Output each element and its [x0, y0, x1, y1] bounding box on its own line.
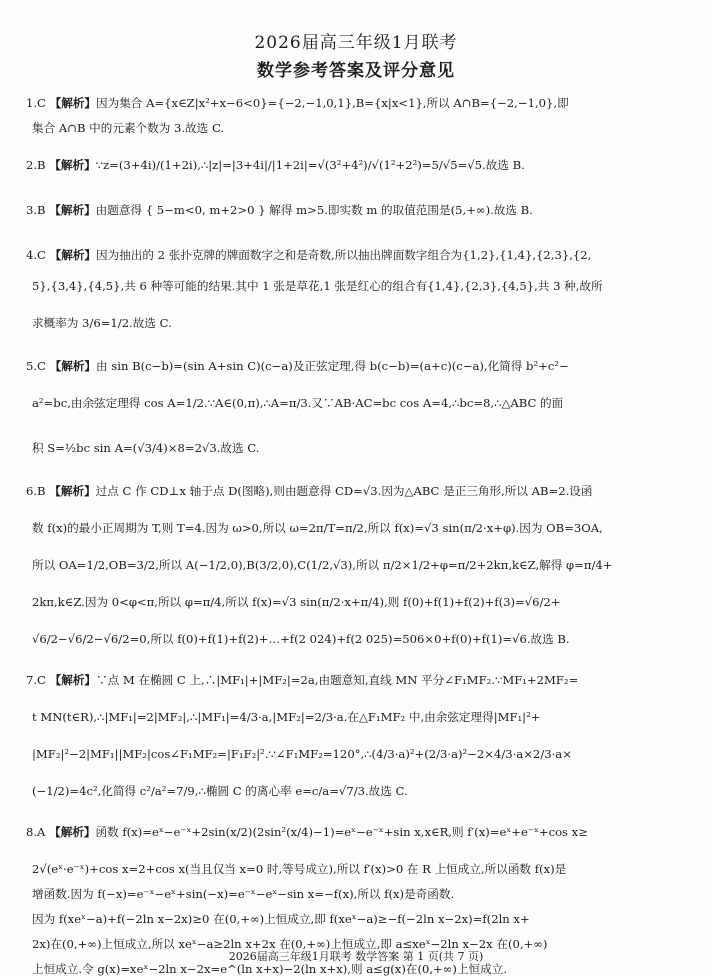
answer-7-tag: 【解析】: [49, 673, 97, 687]
answer-6-line-4: 2kπ,k∈Z.因为 0<φ<π,所以 φ=π/4,所以 f(x)=√3 sin(π/2·x+π/4),则 f(0)+f(1)+f(2)+f(3)=√6/2+: [32, 595, 561, 609]
document-subtitle: 数学参考答案及评分意见: [257, 61, 455, 81]
answer-1-tag: 【解析】: [49, 96, 97, 110]
answer-3-text: 由题意得 { 5−m<0, m+2>0 } 解得 m>5.即实数 m 的取值范围是(5,+∞).故选 B.: [95, 203, 533, 217]
answer-8-tag: 【解析】: [49, 825, 96, 839]
answer-1-line-2: 集合 A∩B 中的元素个数为 3.故选 C.: [32, 121, 225, 135]
answer-6-tag: 【解析】: [49, 484, 96, 498]
answer-4-tag: 【解析】: [49, 248, 97, 262]
answer-4-line-1: [26, 248, 686, 263]
answer-6-line-1: [26, 484, 686, 499]
answer-2-tag: 【解析】: [49, 158, 96, 172]
answer-7-line-3: |MF₂|²−2|MF₁||MF₂|cos∠F₁MF₂=|F₁F₂|².∵∠F₁MF₂=120°,∴(4/3·a)²+(2/3·a)²−2×4/3·a×2/3·a×: [32, 747, 572, 761]
answer-7-label: 7.C: [26, 673, 46, 687]
answer-8-line-2: 2√(eˣ·e⁻ˣ)+cos x=2+cos x(当且仅当 x=0 时,等号成立),所以 f′(x)>0 在 R 上恒成立,所以函数 f(x)是: [32, 862, 567, 876]
page-footer: 2026届高三年级1月联考 数学答案 第 1 页(共 7 页): [228, 950, 484, 963]
exam-title: 2026届高三年级1月联考: [254, 33, 458, 53]
answer-5-line-1: [26, 359, 686, 374]
answer-2-text: ∵z=(3+4i)/(1+2i),∴|z|=|3+4i|/|1+2i|=√(3²+4²)/√(1²+2²)=5/√5=√5.故选 B.: [95, 158, 525, 172]
answer-3-tag: 【解析】: [49, 203, 96, 217]
answer-4-line-2: 5},{3,4},{4,5},共 6 种等可能的结果.其中 1 张是草花,1 张是红心的组合有{1,4},{2,3},{4,5},共 3 种,故所: [32, 279, 603, 293]
answer-6-line-3: 所以 OA=1/2,OB=3/2,所以 A(−1/2,0),B(3/2,0),C(1/2,√3),所以 π/2×1/2+φ=π/2+2kπ,k∈Z,解得 φ=π/4+: [32, 558, 613, 572]
answer-2-line-1: [26, 158, 686, 173]
answer-6-label: 6.B: [26, 484, 46, 498]
answer-8-label: 8.A: [26, 825, 46, 839]
answer-3-label: 3.B: [26, 203, 46, 217]
answer-5-line-3: 积 S=½bc sin A=(√3/4)×8=2√3.故选 C.: [32, 441, 260, 455]
answer-8-text: 函数 f(x)=eˣ−e⁻ˣ+2sin(x/2)(2sin²(x/4)−1)=eˣ−e⁻ˣ+sin x,x∈R,则 f′(x)=eˣ+e⁻ˣ+cos x≥: [95, 825, 588, 839]
answer-1-line-1: [26, 96, 686, 111]
answer-5-line-2: a²=bc,由余弦定理得 cos A=1/2.∵A∈(0,π),∴A=π/3.又∵AB·AC=bc cos A=4,∴bc=8,∴△ABC 的面: [32, 396, 564, 410]
answer-4-line-3: 求概率为 3/6=1/2.故选 C.: [32, 316, 172, 330]
answer-7-line-4: (−1/2)=4c²,化简得 c²/a²=7/9,∴椭圆 C 的离心率 e=c/a=√7/3.故选 C.: [32, 784, 408, 798]
answer-7-line-2: t MN(t∈R),∴|MF₁|=2|MF₂|,∴|MF₁|=4/3·a,|MF₂|=2/3·a.在△F₁MF₂ 中,由余弦定理得|MF₁|²+: [32, 710, 541, 724]
answer-6-text: 过点 C 作 CD⊥x 轴于点 D(图略),则由题意得 CD=√3.因为△ABC 是正三角形,所以 AB=2.设函: [95, 484, 593, 498]
answer-8-line-1: [26, 825, 686, 840]
answer-1-label: 1.C: [26, 96, 46, 110]
answer-8-line-3: 增函数.因为 f(−x)=e⁻ˣ−eˣ+sin(−x)=e⁻ˣ−eˣ−sin x=−f(x),所以 f(x)是奇函数.: [32, 887, 455, 901]
answer-5-label: 5.C: [26, 359, 46, 373]
answer-8-line-6: 上恒成立.令 g(x)=xeˣ−2ln x−2x=e^(ln x+x)−2(ln x+x),则 a≤g(x)在(0,+∞)上恒成立.: [32, 962, 507, 976]
answer-5-tag: 【解析】: [49, 359, 97, 373]
answer-2-label: 2.B: [26, 158, 46, 172]
answer-6-line-2: 数 f(x)的最小正周期为 T,则 T=4.因为 ω>0,所以 ω=2π/T=π/2,所以 f(x)=√3 sin(π/2·x+φ).因为 OB=3OA,: [32, 521, 603, 535]
answer-7-line-1: [26, 673, 686, 688]
answer-6-line-5: √6/2−√6/2−√6/2=0,所以 f(0)+f(1)+f(2)+…+f(2 024)+f(2 025)=506×0+f(0)+f(1)=√6.故选 B.: [32, 632, 570, 646]
answer-8-line-4: 因为 f(xeˣ−a)+f(−2ln x−2x)≥0 在(0,+∞)上恒成立,即 f(xeˣ−a)≥−f(−2ln x−2x)=f(2ln x+: [32, 912, 530, 926]
answer-5-text: 由 sin B(c−b)=(sin A+sin C)(c−a)及正弦定理,得 b(c−b)=(a+c)(c−a),化简得 b²+c²−: [96, 359, 569, 373]
answer-4-text: 因为抽出的 2 张扑克牌的牌面数字之和是奇数,所以抽出牌面数字组合为{1,2},{1,4},{2,3},{2,: [96, 248, 592, 262]
answer-1-text: 因为集合 A={x∈Z|x²+x−6<0}={−2,−1,0,1},B={x|x<1},所以 A∩B={−2,−1,0},即: [96, 96, 569, 110]
answer-3-line-1: [26, 203, 686, 218]
answer-7-text: ∵点 M 在椭圆 C 上,∴|MF₁|+|MF₂|=2a,由题意知,直线 MN 平分∠F₁MF₂.∵MF₁+2MF₂=: [96, 673, 579, 687]
answer-4-label: 4.C: [26, 248, 46, 262]
answer-8-line-5: 2x)在(0,+∞)上恒成立,所以 xeˣ−a≥2ln x+2x 在(0,+∞)上恒成立,即 a≤xeˣ−2ln x−2x 在(0,+∞): [32, 937, 548, 951]
